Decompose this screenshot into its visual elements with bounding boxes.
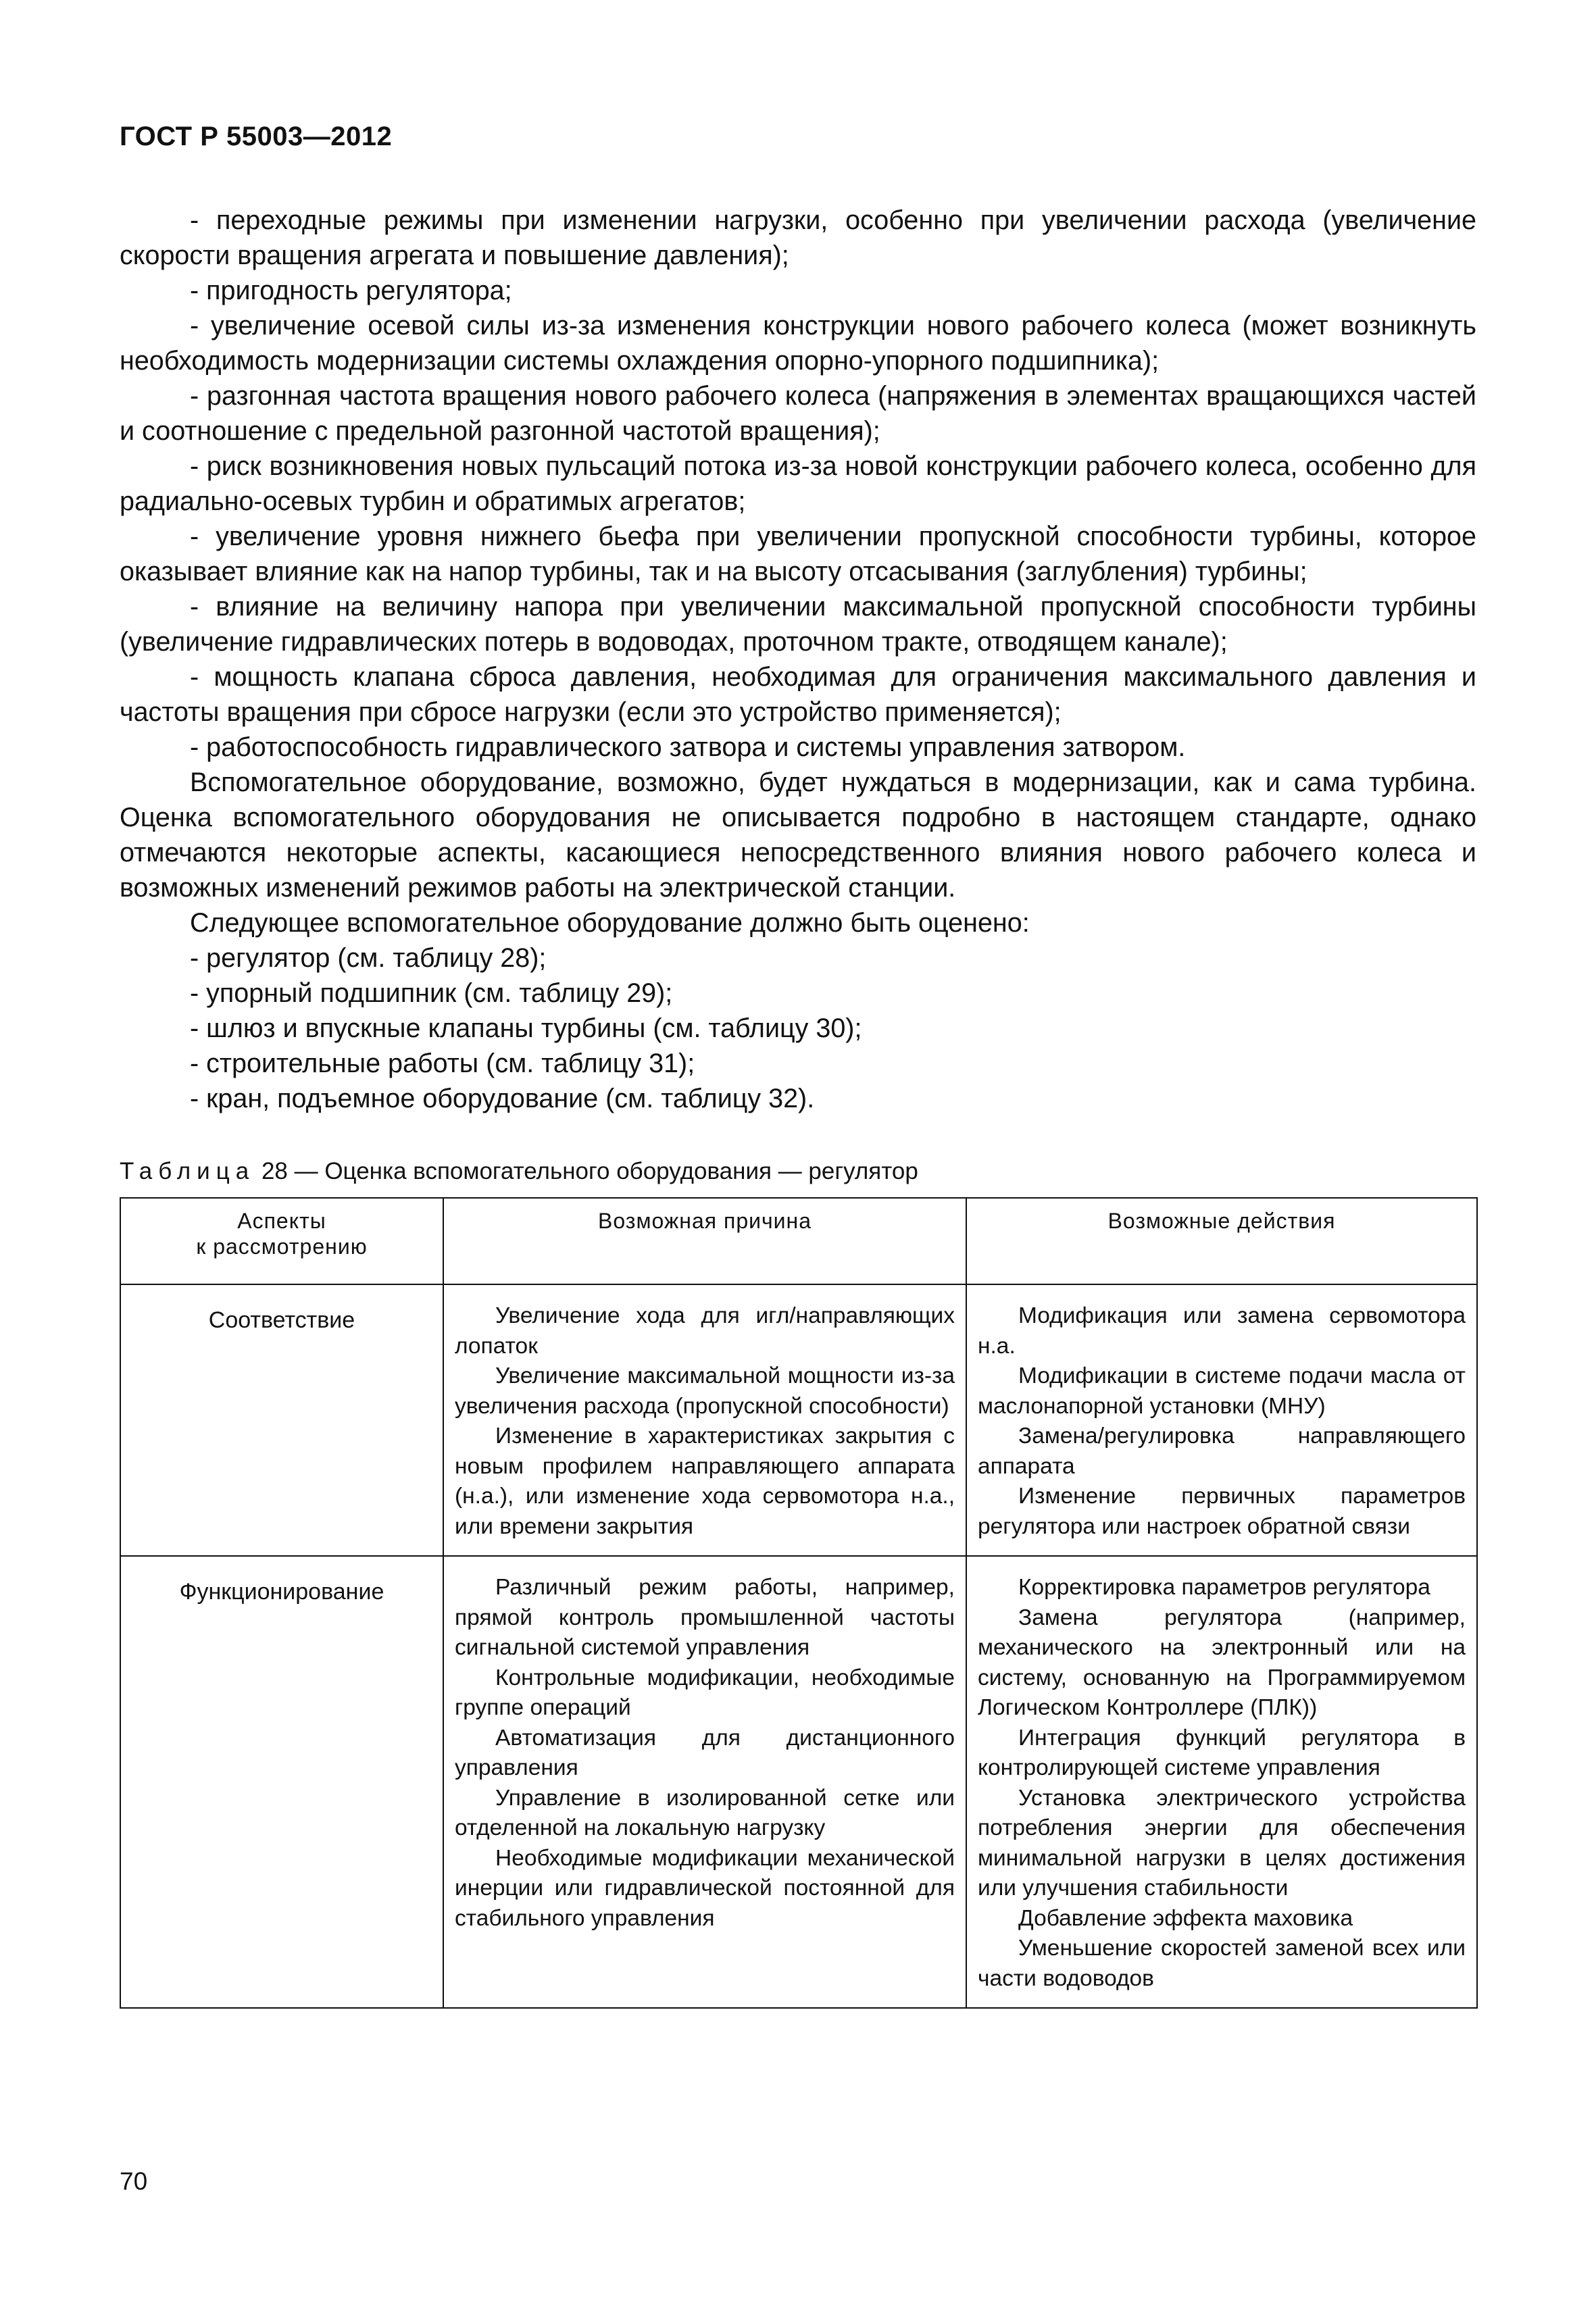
cause-item: Изменение в характеристиках закрытия с новым профилем направляющего аппарата (н.а.), или изменение хода сервомотора н.а., или времени закрытия	[455, 1424, 955, 1539]
action-item: Замена/регулировка направляющего аппарата	[978, 1424, 1466, 1479]
table-row	[120, 1284, 1477, 1556]
action-item: Интеграция функций регулятора в контролирующей системе управления	[978, 1725, 1466, 1780]
action-item: Установка электрического устройства потребления энергии для обеспечения минимальной нагрузки в целях достижения или улучшения стабильности	[978, 1785, 1466, 1901]
table-row	[120, 1556, 1477, 2008]
paragraph: - увеличение уровня нижнего бьефа при увеличении пропускной способности турбины, которое оказывает влияние как на напор турбины, так и на высоту отсасывания (заглубления) турбины;	[120, 522, 1476, 586]
column-header-aspect-line1: Аспекты	[237, 1209, 326, 1233]
cause-item: Увеличение максимальной мощности из-за увеличения расхода (пропускной способности)	[455, 1363, 955, 1419]
cause-item: Контрольные модификации, необходимые группе операций	[455, 1665, 955, 1720]
action-item: Корректировка параметров регулятора	[1018, 1575, 1430, 1600]
actions-cell	[966, 1284, 1477, 1556]
table-header-row	[120, 1198, 1477, 1284]
column-header-aspect	[120, 1198, 443, 1284]
cause-item: Автоматизация для дистанционного управления	[455, 1725, 955, 1780]
paragraph: - разгонная частота вращения нового рабочего колеса (напряжения в элементах вращающихся частей и соотношение с предельной разгонной частотой вращения);	[120, 381, 1476, 446]
page-number: 70	[120, 2167, 148, 2195]
aspect-cell: Соответствие	[120, 1284, 443, 1556]
assessment-table	[120, 1197, 1478, 2009]
column-header-actions: Возможные действия	[966, 1198, 1477, 1284]
paragraph: - увеличение осевой силы из-за изменения конструкции нового рабочего колеса (может возникнуть необходимость модернизации системы охлаждения опорно-упорного подшипника);	[120, 311, 1476, 376]
paragraph: Следующее вспомогательное оборудование должно быть оценено:	[190, 908, 1030, 938]
paragraph: - мощность клапана сброса давления, необходимая для ограничения максимального давления и частоты вращения при сбросе нагрузки (если это устройство применяется);	[120, 662, 1476, 727]
list-item: - упорный подшипник (см. таблицу 29);	[190, 978, 673, 1008]
list-item: - кран, подъемное оборудование (см. таблицу 32).	[190, 1084, 815, 1113]
table-caption-text: 28 — Оценка вспомогательного оборудования — регулятор	[255, 1158, 918, 1184]
paragraph: - риск возникновения новых пульсаций потока из-за новой конструкции рабочего колеса, особенно для радиально-осевых турбин и обратимых агрегатов;	[120, 451, 1476, 516]
cause-item: Различный режим работы, например, прямой контроль промышленной частоты сигнальной системой управления	[455, 1575, 955, 1660]
action-item: Модификации в системе подачи масла от маслонапорной установки (МНУ)	[978, 1363, 1466, 1419]
paragraph: Вспомогательное оборудование, возможно, будет нуждаться в модернизации, как и сама турбина. Оценка вспомогательного оборудования не описывается подробно в настоящем стандарте, однако отмечаются некоторые аспекты, касающиеся непосредственного влияния нового рабочего колеса и возможных изменений режимов работы на электрической станции.	[120, 768, 1476, 903]
action-item: Уменьшение скоростей заменой всех или части водоводов	[978, 1936, 1466, 1991]
aspect-cell: Функционирование	[120, 1556, 443, 2008]
list-item: - строительные работы (см. таблицу 31);	[190, 1049, 695, 1078]
paragraph: - переходные режимы при изменении нагрузки, особенно при увеличении расхода (увеличение скорости вращения агрегата и повышение давления);	[120, 205, 1476, 270]
table-caption	[120, 1157, 918, 1186]
cause-cell	[443, 1284, 966, 1556]
cause-item: Необходимые модификации механической инерции или гидравлической постоянной для стабильного управления	[455, 1845, 955, 1931]
cause-item: Увеличение хода для игл/направляющих лопаток	[455, 1303, 955, 1359]
paragraph: - работоспособность гидравлического затвора и системы управления затвором.	[190, 732, 1186, 762]
action-item: Изменение первичных параметров регулятора или настроек обратной связи	[978, 1484, 1466, 1539]
document-page	[120, 0, 1476, 2314]
body-text	[120, 203, 1476, 1116]
list-item: - шлюз и впускные клапаны турбины (см. таблицу 30);	[190, 1013, 862, 1043]
paragraph: - влияние на величину напора при увеличении максимальной пропускной способности турбины (увеличение гидравлических потерь в водоводах, проточном тракте, отводящем канале);	[120, 592, 1476, 657]
column-header-aspect-line2: к рассмотрению	[196, 1234, 368, 1259]
column-header-cause: Возможная причина	[443, 1198, 966, 1284]
action-item: Добавление эффекта маховика	[1018, 1905, 1353, 1931]
cause-item: Управление в изолированной сетке или отделенной на локальную нагрузку	[455, 1785, 955, 1840]
actions-cell	[966, 1556, 1477, 2008]
cause-cell	[443, 1556, 966, 2008]
document-header: ГОСТ Р 55003—2012	[120, 122, 393, 151]
list-item: - регулятор (см. таблицу 28);	[190, 943, 547, 973]
action-item: Замена регулятора (например, механического на электронный или на систему, основанную на Программируемом Логическом Контроллере (ПЛК))	[978, 1605, 1466, 1720]
table-caption-label: Таблица	[120, 1158, 255, 1184]
action-item: Модификация или замена сервомотора н.а.	[978, 1303, 1466, 1359]
paragraph: - пригодность регулятора;	[190, 276, 512, 305]
